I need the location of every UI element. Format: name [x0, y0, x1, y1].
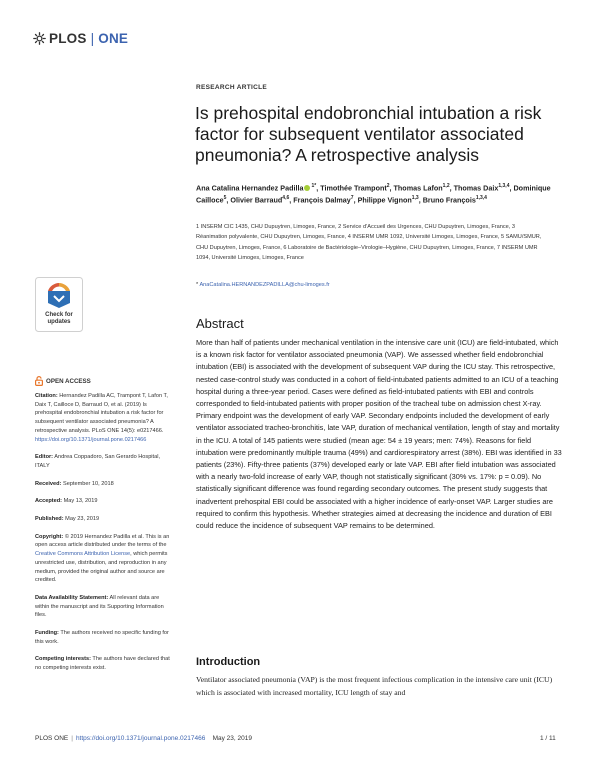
author-separator: ,	[226, 195, 231, 205]
check-updates-line2: updates	[47, 319, 71, 325]
author-separator: ,	[449, 183, 454, 193]
author-name: Thomas Lafon	[393, 183, 443, 193]
author-name: Bruno François	[422, 195, 476, 205]
author-separator: ,	[389, 183, 394, 193]
data-availability-label: Data Availability Statement:	[35, 594, 109, 601]
author-affiliation-sup: 1,3,4	[498, 183, 510, 189]
funding-block	[35, 629, 173, 646]
accepted-block	[35, 497, 173, 506]
author-affiliation-sup: 1,3,4	[475, 195, 487, 202]
author-name: Dominique Cailloce	[196, 183, 551, 205]
open-access-badge	[35, 376, 91, 386]
received-block	[35, 480, 173, 489]
footer-date: May 23, 2019	[212, 735, 252, 742]
author-affiliation-sup: 4,6	[282, 195, 290, 202]
footer-journal: PLOS ONE	[35, 735, 69, 742]
received-label: Received:	[35, 480, 62, 487]
published-date: May 23, 2019	[65, 516, 100, 523]
footer-separator: |	[71, 735, 73, 742]
cc-license-link[interactable]: Creative Commons Attribution License	[35, 551, 131, 558]
introduction-heading: Introduction	[196, 656, 261, 668]
published-block	[35, 515, 173, 524]
competing-interests-text: The authors have declared that no competing interests exist.	[35, 656, 170, 672]
page-number: 1 / 11	[540, 735, 556, 742]
citation-label: Citation:	[35, 393, 58, 399]
funding-label: Funding:	[35, 630, 59, 637]
author-affiliation-sup: 2	[386, 183, 390, 189]
author-list	[196, 181, 576, 206]
plos-sunburst-icon	[33, 32, 46, 45]
logo-one-text: ONE	[98, 31, 129, 46]
competing-interests-block	[35, 655, 173, 672]
copyright-block	[35, 533, 173, 585]
author-affiliation-sup: 1,3	[411, 195, 419, 202]
corresponding-email[interactable]	[196, 282, 330, 288]
author-affiliation-sup: 7	[350, 195, 354, 202]
author-separator: ,	[418, 195, 423, 205]
plos-one-logo[interactable]	[33, 31, 128, 46]
open-lock-icon	[35, 376, 43, 386]
author-name: François Dalmay	[293, 195, 351, 205]
author-affiliation-sup: 5	[223, 195, 227, 202]
author-affiliation-sup: 1*	[311, 183, 317, 189]
author-name: Philippe Vignon	[357, 195, 412, 205]
author-separator: ,	[509, 183, 514, 193]
check-updates-line1: Check for	[45, 312, 73, 318]
introduction-body: Ventilator associated pneumonia (VAP) is the most frequent infectious complication in the intensive care unit (ICU) which is associated with increased mortality, ICU length of stay and	[196, 675, 553, 698]
copyright-text-2: , which permits unrestricted use, distribution, and reproduction in any medium, provided the original author and source are credited.	[35, 551, 168, 584]
editor-text: Andrea Coppadoro, San Gerardo Hospital, ITALY	[35, 454, 161, 469]
affiliations: 1 INSERM CIC 1435, CHU Dupuytren, Limoges, France, 2 Service d’Accueil des Urgences, CHU Dupuytren, Limoges, France, 3 Réanimation polyvalente, CHU Dupuytren, Limoges, France, 4 INSERM UMR 1092, Université Limoges, Limoges, France, 5 SAMU/SMUR, CHU Dupuytren, Limoges, France, 6 Laboratoire de Bactériologie–Virologie–Hygiène, CHU Dupuytren, Limoges, France, 7 INSERM UMR 1094, Université Limoges, Limoges, France	[196, 224, 542, 262]
footer-doi-link[interactable]: https://doi.org/10.1371/journal.pone.0217466	[75, 735, 206, 742]
corresponding-star: *	[196, 282, 199, 288]
published-label: Published:	[35, 516, 64, 523]
logo-plos-text: PLOS	[49, 31, 87, 46]
editor-label: Editor:	[35, 454, 54, 461]
article-info-sidebar	[35, 392, 173, 682]
author-name: Ana Catalina Hernandez Padilla	[196, 183, 304, 193]
author-name: Thomas Daix	[453, 183, 499, 193]
copyright-label: Copyright:	[35, 533, 64, 540]
citation-doi-link[interactable]: https://doi.org/10.1371/journal.pone.0217466	[35, 436, 147, 443]
copyright-text-1: © 2019 Hernandez Padilla et al. This is an open access article distributed under the terms of the	[35, 533, 170, 549]
received-date: September 10, 2018	[63, 480, 114, 487]
accepted-label: Accepted:	[35, 498, 63, 505]
accepted-date: May 13, 2019	[63, 498, 98, 505]
author-separator: ,	[353, 195, 358, 205]
data-availability-text: All relevant data are within the manuscript and its Supporting Information files.	[35, 594, 164, 619]
check-for-updates-badge[interactable]	[35, 277, 83, 332]
author-name: Timothée Trampont	[320, 183, 387, 193]
abstract-heading: Abstract	[196, 316, 244, 331]
funding-text: The authors received no specific funding for this work.	[35, 630, 169, 645]
data-availability-block	[35, 594, 173, 620]
open-access-label: OPEN ACCESS	[46, 377, 91, 385]
author-affiliation-sup: 1,2	[442, 183, 450, 189]
page-footer	[35, 735, 252, 742]
editor-block	[35, 453, 173, 470]
article-title: Is prehospital endobronchial intubation a risk factor for subsequent ventilator associated pneumonia? A retrospective analysis	[195, 103, 542, 165]
logo-separator: |	[90, 31, 95, 46]
article-type: RESEARCH ARTICLE	[196, 84, 268, 91]
author-separator: ,	[289, 195, 294, 205]
citation-block	[35, 392, 173, 444]
author-separator: ,	[316, 183, 321, 193]
author-name: Olivier Barraud	[230, 195, 283, 205]
citation-text: Hernandez Padilla AC, Trampont T, Lafon T, Daix T, Cailloce D, Barraud O, et al. (2019) Is prehospital endobronchial intubation a risk factor for subsequent ventilator associated pneumonia? A retrospective analysis. PLoS ONE 14(5): e0217466.	[35, 393, 168, 434]
competing-interests-label: Competing interests:	[35, 656, 91, 663]
email-link[interactable]: AnaCatalina.HERNANDEZPADILLA@chu-limoges.fr	[199, 282, 330, 288]
orcid-icon[interactable]	[304, 185, 310, 191]
abstract-body: More than half of patients under mechanical ventilation in the intensive care unit (ICU) are field-intubated, which is a known risk factor for ventilator associated pneumonia (VAP). We assessed whether field endobronchial intubation (EBI) is associated with the development of subsequent VAP during the ICU stay. This retrospective, nested case-control study was conducted in a cohort of field-intubated patients admitted to an ICU of a teaching hospital during a three-year period. Cases were defined as field-intubated patients with EBI and controls corresponded to field-intubated patients with proper position of the tracheal tube on admission chest X-ray. Primary endpoint was the development of early VAP. Secondary endpoints included the development of early ventilator associated tracheo-bronchitis, late VAP, duration of mechanical ventilation, length of stay and mortality in the ICU. A total of 145 patients were studied (mean age: 54 ± 19 years; men: 74%). Reasons for field intubation were predominantly multiple trauma (49%) and cardiorespiratory arrest (38%). EBI was identified in 33 patients (23%). Fifty-three patients (37%) developed early or late VAP. EBI after field intubation was associated with a nearly two-fold increase of early VAP, though not statistically significant (30% vs. 17%: p = 0.09). No statistically significant difference was found regarding secondary outcomes. The present study suggests that inadvertent prehospital EBI could be associated with a higher incidence of early-onset VAP. Larger studies are required to confirm this hypothesis. Whether strategies aimed at decreasing the incidence and duration of EBI could reduce the incidence of subsequent VAP remains to be determined.	[196, 338, 562, 531]
